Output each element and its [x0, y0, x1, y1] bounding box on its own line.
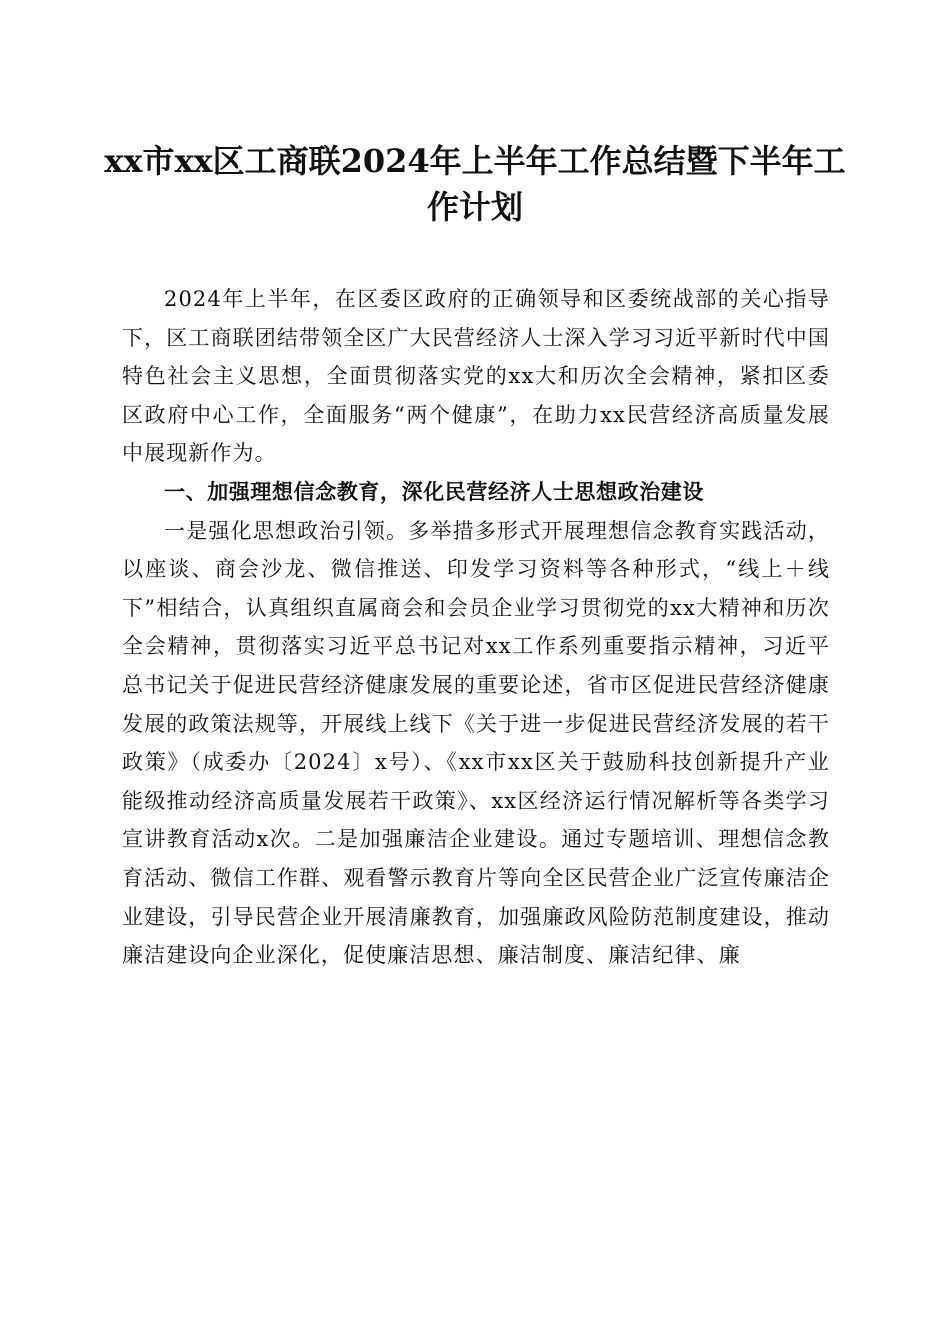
intro-paragraph: 2024年上半年，在区委区政府的正确领导和区委统战部的关心指导下，区工商联团结带领全区广大民营经济人士深入学习习近平新时代中国特色社会主义思想，全面贯彻落实党的xx大和历次全会精神，紧扣区委区政府中心工作，全面服务“两个健康”，在助力xx民营经济高质量发展中展现新作为。 — [122, 287, 830, 466]
section-heading-1: 一、加强理想信念教育，深化民营经济人士思想政治建设 — [164, 479, 704, 504]
document-body — [122, 280, 830, 975]
section-1-paragraph: 一是强化思想政治引领。多举措多形式开展理想信念教育实践活动，以座谈、商会沙龙、微信推送、印发学习资料等各种形式，“线上＋线下”相结合，认真组织直属商会和会员企业学习贯彻党的xx大精神和历次全会精神，贯彻落实习近平总书记对xx工作系列重要指示精神，习近平总书记关于促进民营经济健康发展的重要论述，省市区促进民营经济健康发展的政策法规等，开展线上线下《关于进一步促进民营经济发展的若干政策》（成委办〔2024〕x号）、《xx市xx区关于鼓励科技创新提升产业能级推动经济高质量发展若干政策》、xx区经济运行情况解析等各类学习宣讲教育活动x次。二是加强廉洁企业建设。通过专题培训、理想信念教育活动、微信工作群、观看警示教育片等向全区民营企业广泛宣传廉洁企业建设，引导民营企业开展清廉教育，加强廉政风险防范制度建设，推动廉洁建设向企业深化，促使廉洁思想、廉洁制度、廉洁纪律、廉 — [122, 518, 830, 968]
document-title: xx市xx区工商联2024年上半年工作总结暨下半年工作计划 — [104, 142, 846, 226]
